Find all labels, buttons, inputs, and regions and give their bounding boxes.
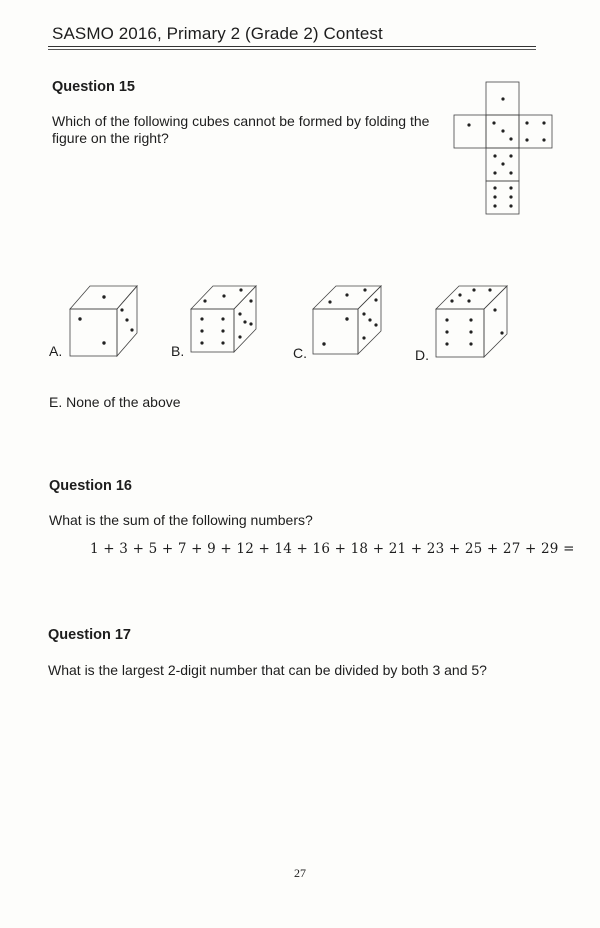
option-e-text: E. None of the above	[49, 394, 181, 410]
net-face-lower	[486, 148, 519, 181]
question-16-expression: 1 + 3 + 5 + 7 + 9 + 12 + 14 + 16 + 18 + 21 + 23 + 25 + 27 + 29 =	[90, 541, 575, 557]
question-15-title: Question 15	[52, 79, 135, 95]
net-face-right	[519, 115, 552, 148]
net-face-top	[486, 82, 519, 115]
option-c-label: C.	[293, 345, 307, 361]
net-face-center	[486, 115, 519, 148]
header-rule-secondary	[48, 49, 536, 50]
question-15-text-line-2: figure on the right?	[52, 130, 169, 146]
option-a-label: A.	[49, 343, 63, 359]
option-d-label: D.	[415, 347, 429, 363]
page-header-title: SASMO 2016, Primary 2 (Grade 2) Contest	[52, 24, 383, 43]
option-b-label: B.	[171, 343, 185, 359]
question-16-title: Question 16	[49, 478, 132, 494]
net-face-bottom	[486, 181, 519, 214]
question-15-text-line-1: Which of the following cubes cannot be formed by folding the	[52, 113, 430, 129]
page-number: 27	[294, 866, 306, 880]
net-face-left	[454, 115, 486, 148]
header-rule	[48, 46, 536, 47]
question-16-text: What is the sum of the following numbers?	[49, 512, 313, 528]
question-17-text: What is the largest 2-digit number that can be divided by both 3 and 5?	[48, 662, 487, 678]
question-17-title: Question 17	[48, 627, 131, 643]
